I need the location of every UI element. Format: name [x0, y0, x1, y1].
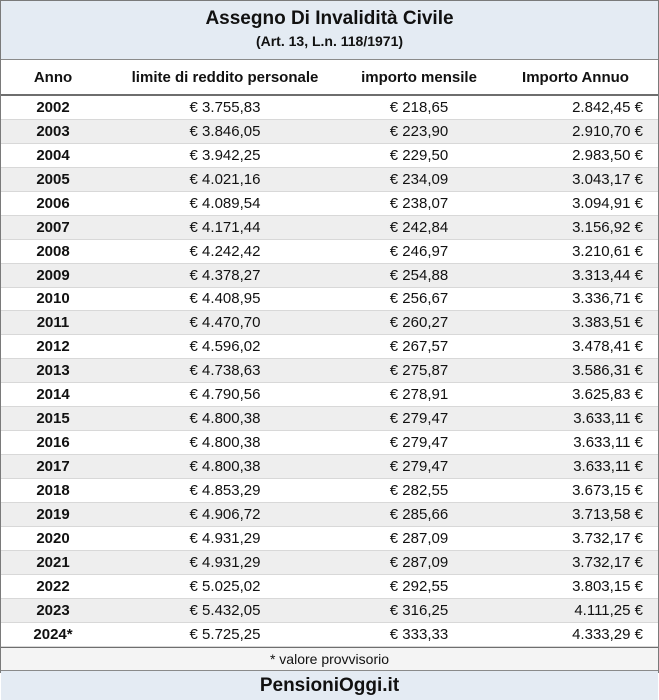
header-limite: limite di reddito personale	[131, 68, 319, 86]
page-subtitle: (Art. 13, L.n. 118/1971)	[255, 33, 404, 49]
cell-annuo: 2.910,70 €	[572, 122, 643, 140]
cell-anno: 2006	[36, 194, 70, 212]
header-mensile: importo mensile	[361, 68, 477, 86]
cell-annuo: 4.111,25 €	[574, 601, 643, 619]
cell-anno: 2015	[36, 410, 70, 428]
cell-annuo: 3.803,15 €	[572, 577, 643, 595]
cell-mensile: € 223,90	[389, 122, 449, 140]
table-row	[1, 216, 658, 240]
table-row	[1, 599, 658, 623]
cell-annuo: 3.156,92 €	[572, 218, 643, 236]
table-row	[1, 144, 658, 168]
cell-limite: € 5.725,25	[189, 625, 261, 643]
cell-annuo: 4.333,29 €	[572, 625, 643, 643]
cell-mensile: € 275,87	[389, 362, 449, 380]
cell-anno: 2013	[36, 362, 70, 380]
cell-mensile: € 279,47	[389, 410, 449, 428]
cell-limite: € 3.846,05	[189, 122, 261, 140]
cell-anno: 2019	[36, 505, 70, 523]
cell-annuo: 3.313,44 €	[572, 266, 643, 284]
cell-anno: 2002	[36, 98, 70, 116]
cell-limite: € 4.021,16	[189, 170, 261, 188]
cell-mensile: € 287,09	[389, 529, 449, 547]
cell-anno: 2008	[36, 242, 70, 260]
cell-anno: 2022	[36, 577, 70, 595]
cell-limite: € 5.025,02	[189, 577, 261, 595]
table-row	[1, 120, 658, 144]
footnote: * valore provvisorio	[1, 647, 658, 671]
table-body	[1, 96, 658, 647]
cell-anno: 2024*	[33, 625, 73, 643]
cell-mensile: € 267,57	[389, 338, 449, 356]
cell-annuo: 3.094,91 €	[572, 194, 643, 212]
table-row	[1, 240, 658, 264]
cell-limite: € 4.853,29	[189, 481, 261, 499]
table-row	[1, 96, 658, 120]
cell-anno: 2009	[36, 266, 70, 284]
cell-annuo: 2.842,45 €	[572, 98, 643, 116]
table-row	[1, 335, 658, 359]
cell-anno: 2012	[36, 338, 70, 356]
cell-anno: 2004	[36, 146, 70, 164]
cell-limite: € 4.931,29	[189, 553, 261, 571]
cell-anno: 2018	[36, 481, 70, 499]
cell-anno: 2016	[36, 434, 70, 452]
cell-annuo: 3.625,83 €	[572, 386, 643, 404]
cell-limite: € 4.800,38	[189, 410, 261, 428]
cell-limite: € 4.171,44	[189, 218, 261, 236]
cell-limite: € 4.738,63	[189, 362, 261, 380]
cell-mensile: € 246,97	[389, 242, 449, 260]
table-row	[1, 527, 658, 551]
cell-annuo: 3.478,41 €	[572, 338, 643, 356]
cell-mensile: € 242,84	[389, 218, 449, 236]
cell-limite: € 4.906,72	[189, 505, 261, 523]
table-row	[1, 264, 658, 288]
cell-annuo: 2.983,50 €	[572, 146, 643, 164]
table-row	[1, 383, 658, 407]
table-row	[1, 168, 658, 192]
cell-anno: 2003	[36, 122, 70, 140]
table-row	[1, 455, 658, 479]
table-row	[1, 575, 658, 599]
cell-anno: 2014	[36, 386, 70, 404]
cell-annuo: 3.633,11 €	[573, 458, 643, 476]
cell-anno: 2007	[36, 218, 70, 236]
cell-limite: € 4.470,70	[189, 314, 261, 332]
title-band	[1, 1, 658, 60]
table-row	[1, 503, 658, 527]
table-row	[1, 479, 658, 503]
cell-anno: 2011	[36, 314, 70, 332]
cell-annuo: 3.336,71 €	[572, 290, 643, 308]
cell-limite: € 4.378,27	[189, 266, 261, 284]
cell-anno: 2020	[36, 529, 70, 547]
cell-anno: 2005	[36, 170, 70, 188]
cell-annuo: 3.210,61 €	[572, 242, 643, 260]
page-title: Assegno Di Invalidità Civile	[205, 8, 454, 29]
cell-mensile: € 287,09	[389, 553, 449, 571]
table-row	[1, 623, 658, 647]
cell-limite: € 4.408,95	[189, 290, 261, 308]
table-row	[1, 431, 658, 455]
cell-mensile: € 282,55	[389, 481, 449, 499]
cell-annuo: 3.732,17 €	[572, 529, 643, 547]
cell-limite: € 5.432,05	[189, 601, 261, 619]
cell-limite: € 3.942,25	[189, 146, 261, 164]
table-row	[1, 192, 658, 216]
cell-annuo: 3.633,11 €	[573, 410, 643, 428]
table-row	[1, 311, 658, 335]
cell-anno: 2023	[36, 601, 70, 619]
header-annuo: Importo Annuo	[522, 68, 629, 86]
cell-anno: 2017	[36, 458, 70, 476]
cell-mensile: € 333,33	[389, 625, 449, 643]
cell-mensile: € 285,66	[389, 505, 449, 523]
cell-mensile: € 260,27	[389, 314, 449, 332]
cell-mensile: € 279,47	[389, 458, 449, 476]
cell-limite: € 4.931,29	[189, 529, 261, 547]
cell-mensile: € 278,91	[389, 386, 449, 404]
cell-annuo: 3.043,17 €	[572, 170, 643, 188]
cell-mensile: € 238,07	[389, 194, 449, 212]
cell-limite: € 4.790,56	[189, 386, 261, 404]
cell-mensile: € 279,47	[389, 434, 449, 452]
cell-mensile: € 218,65	[389, 98, 449, 116]
table-header	[1, 60, 658, 96]
table-row	[1, 407, 658, 431]
cell-mensile: € 292,55	[389, 577, 449, 595]
cell-mensile: € 234,09	[389, 170, 449, 188]
cell-annuo: 3.673,15 €	[572, 481, 643, 499]
cell-anno: 2021	[36, 553, 70, 571]
cell-annuo: 3.732,17 €	[572, 553, 643, 571]
cell-limite: € 4.800,38	[189, 434, 261, 452]
cell-annuo: 3.586,31 €	[572, 362, 643, 380]
table-row	[1, 359, 658, 383]
cell-mensile: € 254,88	[389, 266, 449, 284]
footer-brand: PensioniOggi.it	[1, 671, 658, 700]
header-anno: Anno	[33, 68, 73, 86]
cell-annuo: 3.633,11 €	[573, 434, 643, 452]
cell-mensile: € 229,50	[389, 146, 449, 164]
cell-anno: 2010	[36, 290, 70, 308]
cell-limite: € 4.242,42	[189, 242, 261, 260]
cell-limite: € 3.755,83	[189, 98, 261, 116]
table-row	[1, 288, 658, 312]
cell-mensile: € 256,67	[389, 290, 449, 308]
cell-annuo: 3.713,58 €	[572, 505, 643, 523]
table-row	[1, 551, 658, 575]
cell-limite: € 4.800,38	[189, 458, 261, 476]
cell-mensile: € 316,25	[389, 601, 449, 619]
cell-limite: € 4.596,02	[189, 338, 261, 356]
cell-limite: € 4.089,54	[189, 194, 261, 212]
cell-annuo: 3.383,51 €	[572, 314, 643, 332]
